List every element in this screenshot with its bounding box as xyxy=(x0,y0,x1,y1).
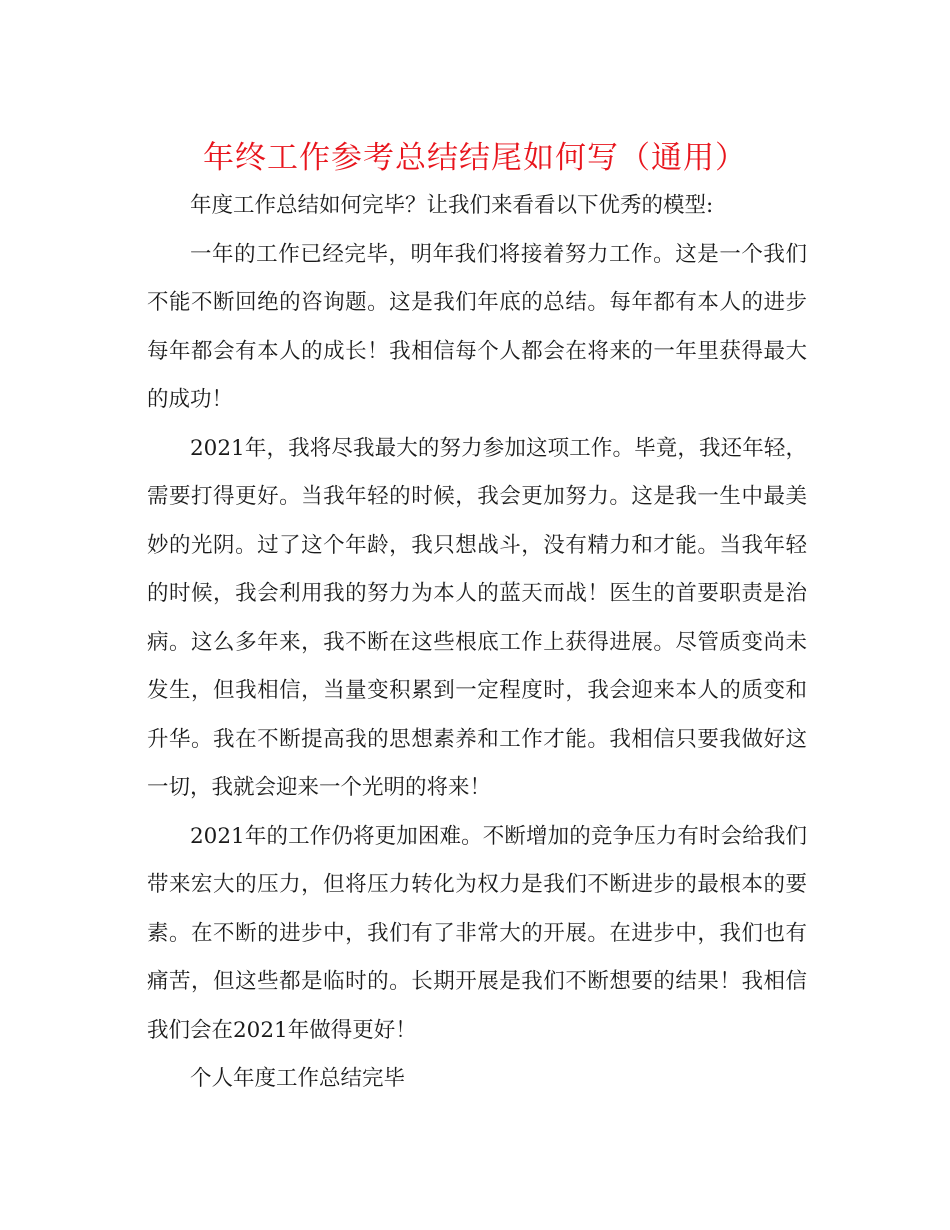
paragraph-outlook: 2021年的工作仍将更加困难。不断增加的竞争压力有时会给我们带来宏大的压力，但将压力转化为权力是我们不断进步的最根本的要素。在不断的进步中，我们有了非常大的开展。在进步中，我们也有痛苦，但这些都是临时的。长期开展是我们不断想要的结果！我相信我们会在2021年做得更好！ xyxy=(147,823,807,1043)
document-title: 年终工作参考总结结尾如何写（通用） xyxy=(203,140,747,176)
document-body xyxy=(147,182,807,1104)
paragraph-closing: 个人年度工作总结完毕 xyxy=(190,1066,406,1091)
paragraph-effort: 2021年，我将尽我最大的努力参加这项工作。毕竟，我还年轻，需要打得更好。当我年轻的时候，我会更加努力。这是我一生中最美妙的光阴。过了这个年龄，我只想战斗，没有精力和才能。当我年轻的时候，我会利用我的努力为本人的蓝天而战！医生的首要职责是治病。这么多年来，我不断在这些根底工作上获得进展。尽管质变尚未发生，但我相信，当量变积累到一定程度时，我会迎来本人的质变和升华。我在不断提高我的思想素养和工作才能。我相信只要我做好这一切，我就会迎来一个光明的将来！ xyxy=(147,435,807,800)
paragraph-intro: 年度工作总结如何完毕？让我们来看看以下优秀的模型: xyxy=(190,193,714,218)
paragraph-year-end: 一年的工作已经完毕，明年我们将接着努力工作。这是一个我们不能不断回绝的咨询题。这是我们年底的总结。每年都有本人的进步每年都会有本人的成长！我相信每个人都会在将来的一年里获得最大的成功！ xyxy=(147,241,807,412)
